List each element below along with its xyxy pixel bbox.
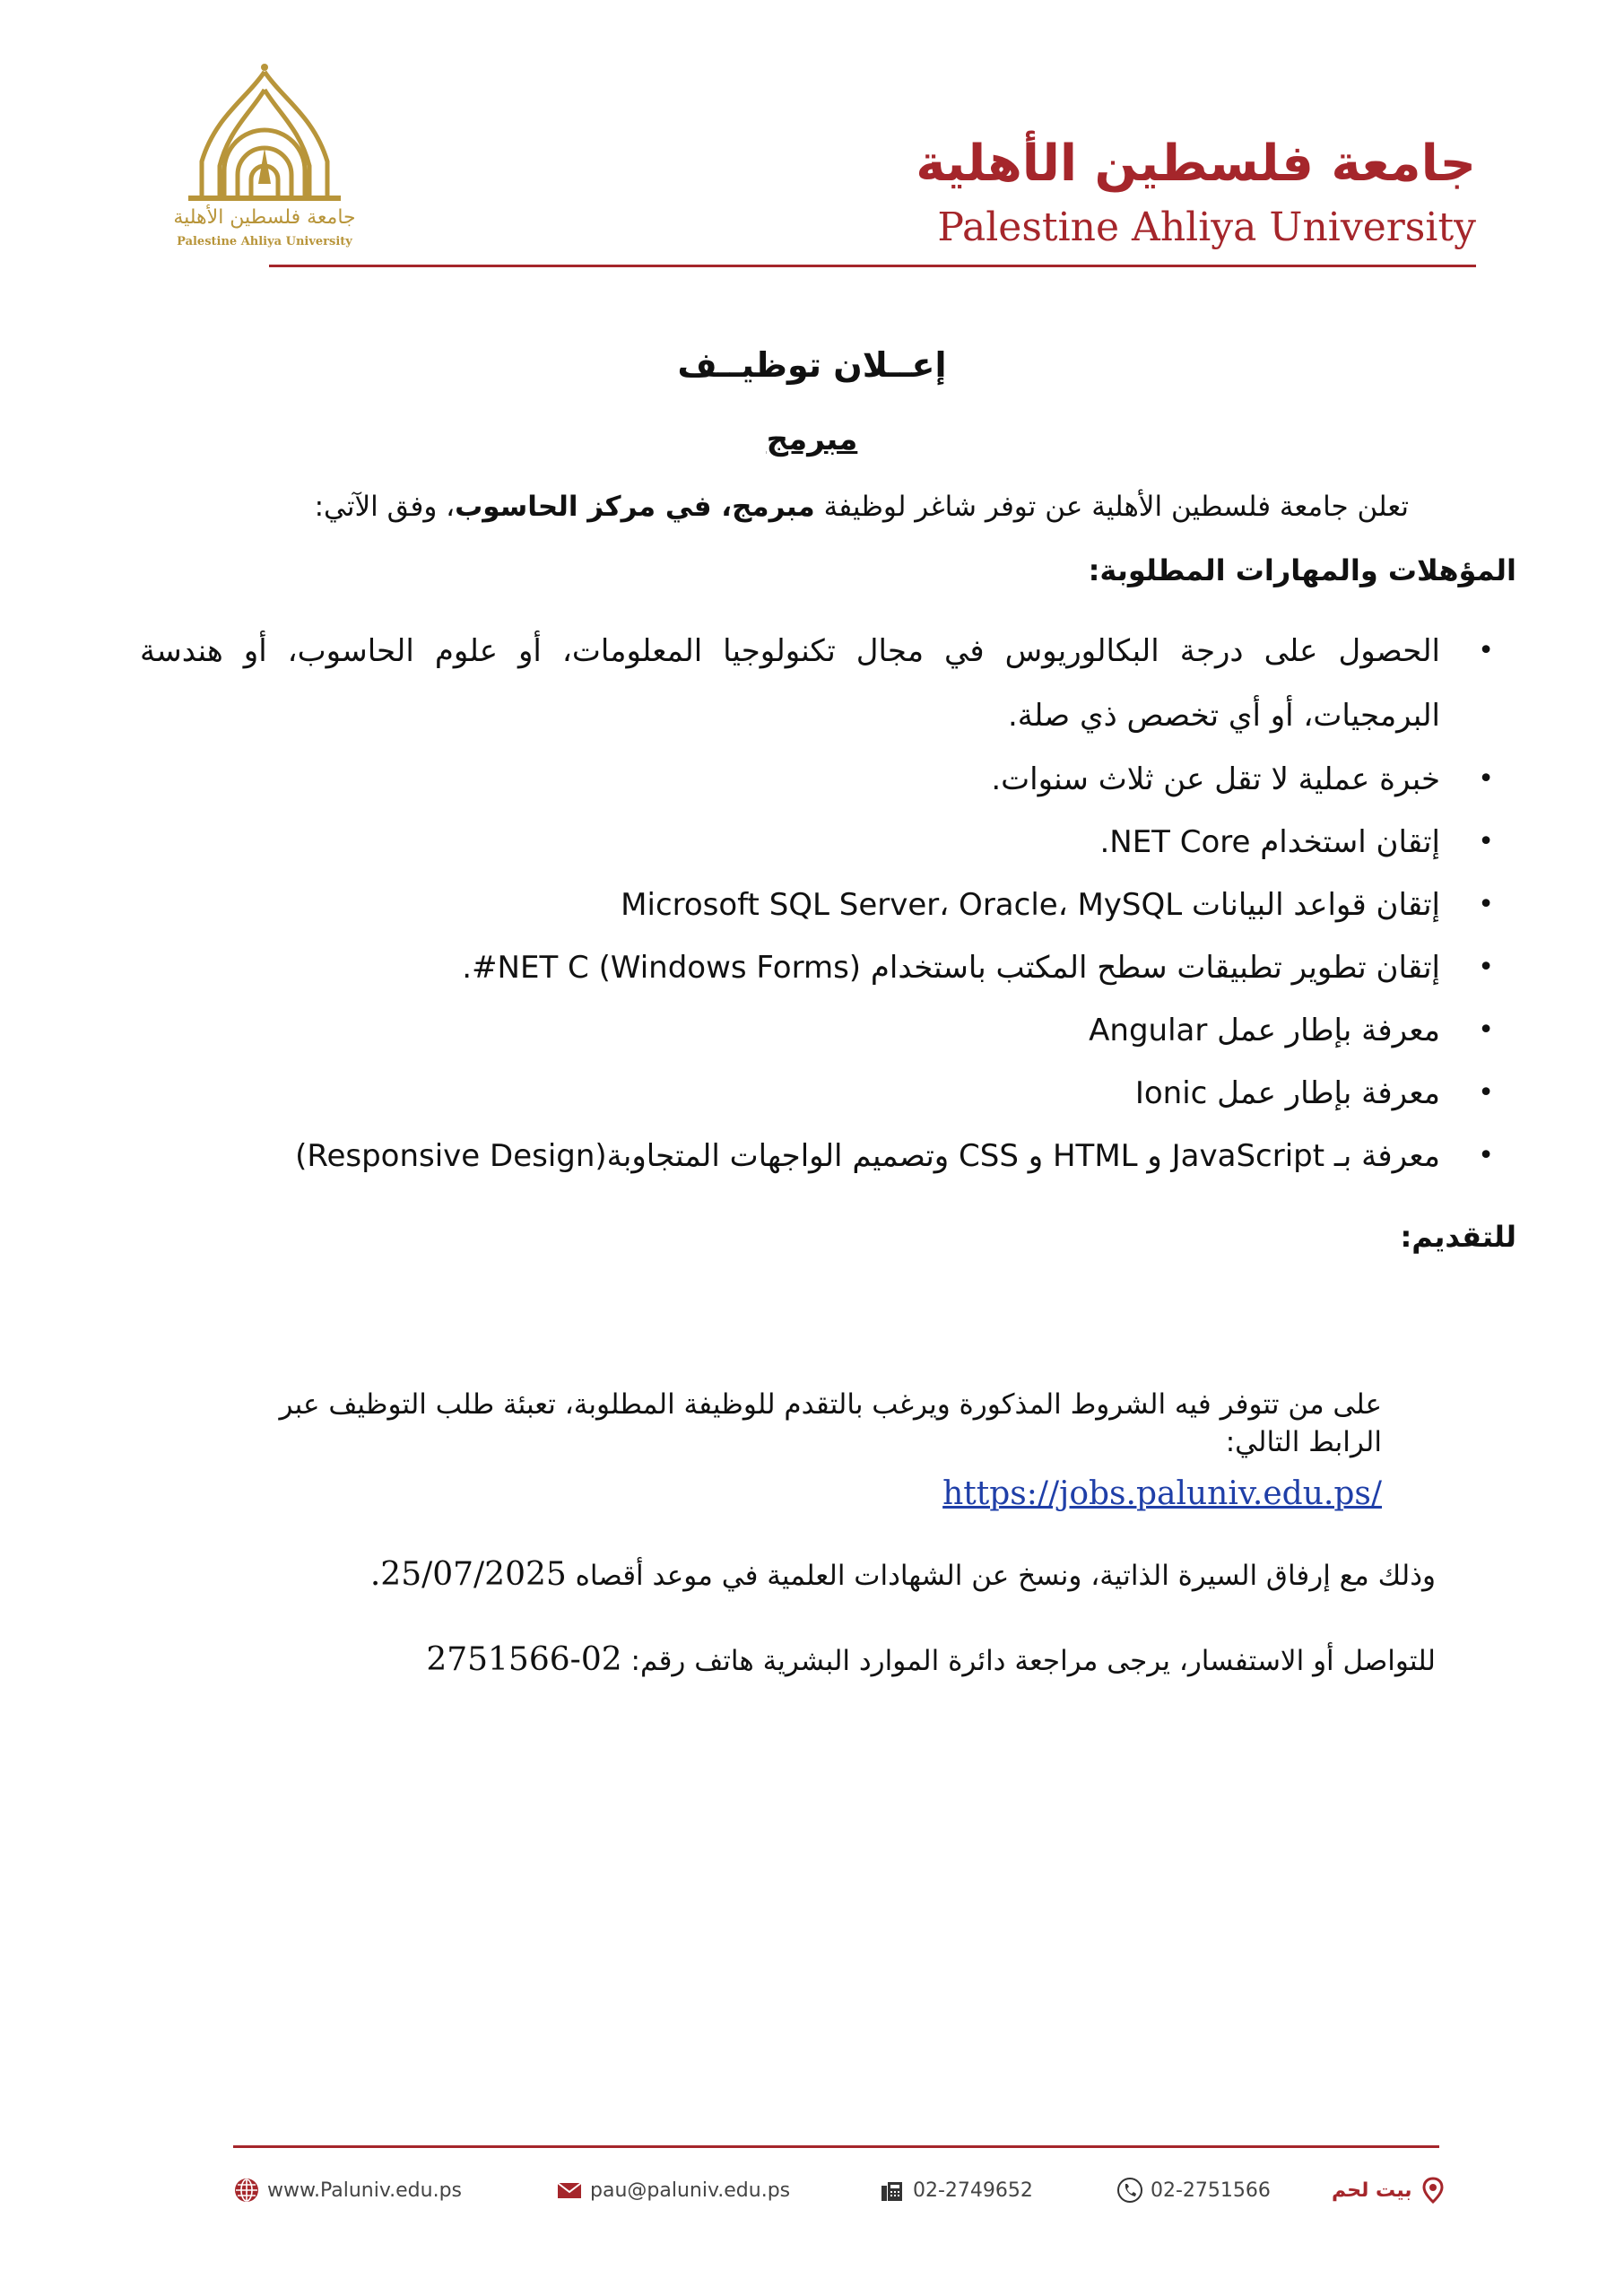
intro-bold-text: مبرمج، في مركز الحاسوب — [455, 491, 815, 523]
fax-text: 02-2749652 — [913, 2179, 1033, 2202]
contact-phone: 02-2751566 — [426, 1641, 622, 1678]
location-text: بيت لحم — [1332, 2179, 1412, 2202]
phone-text: 02-2751566 — [1151, 2179, 1271, 2202]
university-name-arabic: جامعة فلسطين الأهلية — [916, 135, 1476, 193]
footer — [233, 2169, 1439, 2222]
application-link[interactable]: https://jobs.paluniv.edu.ps/ — [942, 1475, 1382, 1512]
bullet-icon: • — [1478, 635, 1494, 666]
emblem-arabic-caption: جامعة فلسطين الأهلية — [173, 206, 356, 229]
intro-paragraph — [153, 489, 1409, 526]
bullet-icon: • — [1478, 826, 1494, 857]
footer-phone — [1116, 2169, 1271, 2212]
deadline-text: وذلك مع إرفاق السيرة الذاتية، ونسخ عن الشهادات العلمية في موعد أقصاه — [566, 1560, 1436, 1592]
university-name-english: Palestine Ahliya University — [937, 204, 1476, 250]
location-pin-icon — [1420, 2177, 1446, 2204]
qualifications-list — [140, 619, 1494, 1187]
bullet-icon: • — [1478, 889, 1494, 920]
mail-icon — [556, 2177, 583, 2204]
list-item: • معرفة بإطار عمل Ionic — [140, 1062, 1494, 1125]
contact-line — [426, 1641, 1436, 1678]
qualifications-heading: المؤهلات والمهارات المطلوبة: — [1088, 553, 1516, 587]
bullet-icon: • — [1478, 1077, 1494, 1109]
contact-text: للتواصل أو الاستفسار، يرجى مراجعة دائرة الموارد البشرية هاتف رقم: — [621, 1645, 1436, 1677]
deadline-line — [370, 1556, 1436, 1593]
intro-text-end: ، وفق الآتي: — [314, 491, 456, 523]
list-item: • خبرة عملية لا تقل عن ثلاث سنوات. — [140, 748, 1494, 811]
footer-divider — [233, 2145, 1439, 2148]
footer-email[interactable] — [556, 2169, 790, 2212]
list-item: • إتقان استخدام NET Core. — [140, 811, 1494, 874]
letterhead — [0, 0, 1624, 278]
list-item: • معرفة بإطار عمل Angular — [140, 999, 1494, 1062]
job-title: مبرمج — [766, 422, 858, 457]
announcement-title: إعــلان توظيــف — [677, 345, 947, 385]
list-item: • الحصول على درجة البكالوريوس في مجال تكنولوجيا المعلومات، أو علوم الحاسوب، أو هندسة البرمجيات، أو أي تخصص ذي صلة. — [140, 619, 1494, 748]
intro-text: تعلن جامعة فلسطين الأهلية عن توفر شاغر لوظيفة — [814, 491, 1409, 523]
deadline-date: 25/07/2025. — [369, 1556, 567, 1593]
bullet-icon: • — [1478, 763, 1494, 795]
apply-instructions: على من تتوفر فيه الشروط المذكورة ويرغب بالتقدم للوظيفة المطلوبة، تعبئة طلب التوظيف عبر الرابط التالي: — [279, 1388, 1382, 1458]
globe-icon — [233, 2177, 260, 2204]
email-text: pau@paluniv.edu.ps — [590, 2179, 791, 2202]
emblem-english-caption: Palestine Ahliya University — [177, 235, 352, 248]
footer-location — [1332, 2169, 1446, 2212]
footer-fax — [879, 2169, 1033, 2212]
phone-icon — [1116, 2177, 1143, 2204]
list-item: • إتقان تطوير تطبيقات سطح المكتب باستخدام (Windows Forms) NET C#. — [140, 936, 1494, 999]
fax-icon — [879, 2177, 906, 2204]
apply-heading: للتقديم: — [1400, 1220, 1516, 1254]
header-divider — [269, 265, 1476, 267]
bullet-icon: • — [1478, 1014, 1494, 1046]
bullet-icon: • — [1478, 1140, 1494, 1171]
footer-website[interactable] — [233, 2169, 462, 2212]
bullet-icon: • — [1478, 952, 1494, 983]
list-item: • إتقان قواعد البيانات Microsoft SQL Server، Oracle، MySQL — [140, 874, 1494, 936]
website-text: www.Paluniv.edu.ps — [267, 2179, 462, 2202]
list-item: • معرفة بـ JavaScript و HTML و CSS وتصميم الواجهات المتجاوبة(Responsive Design) — [140, 1125, 1494, 1187]
